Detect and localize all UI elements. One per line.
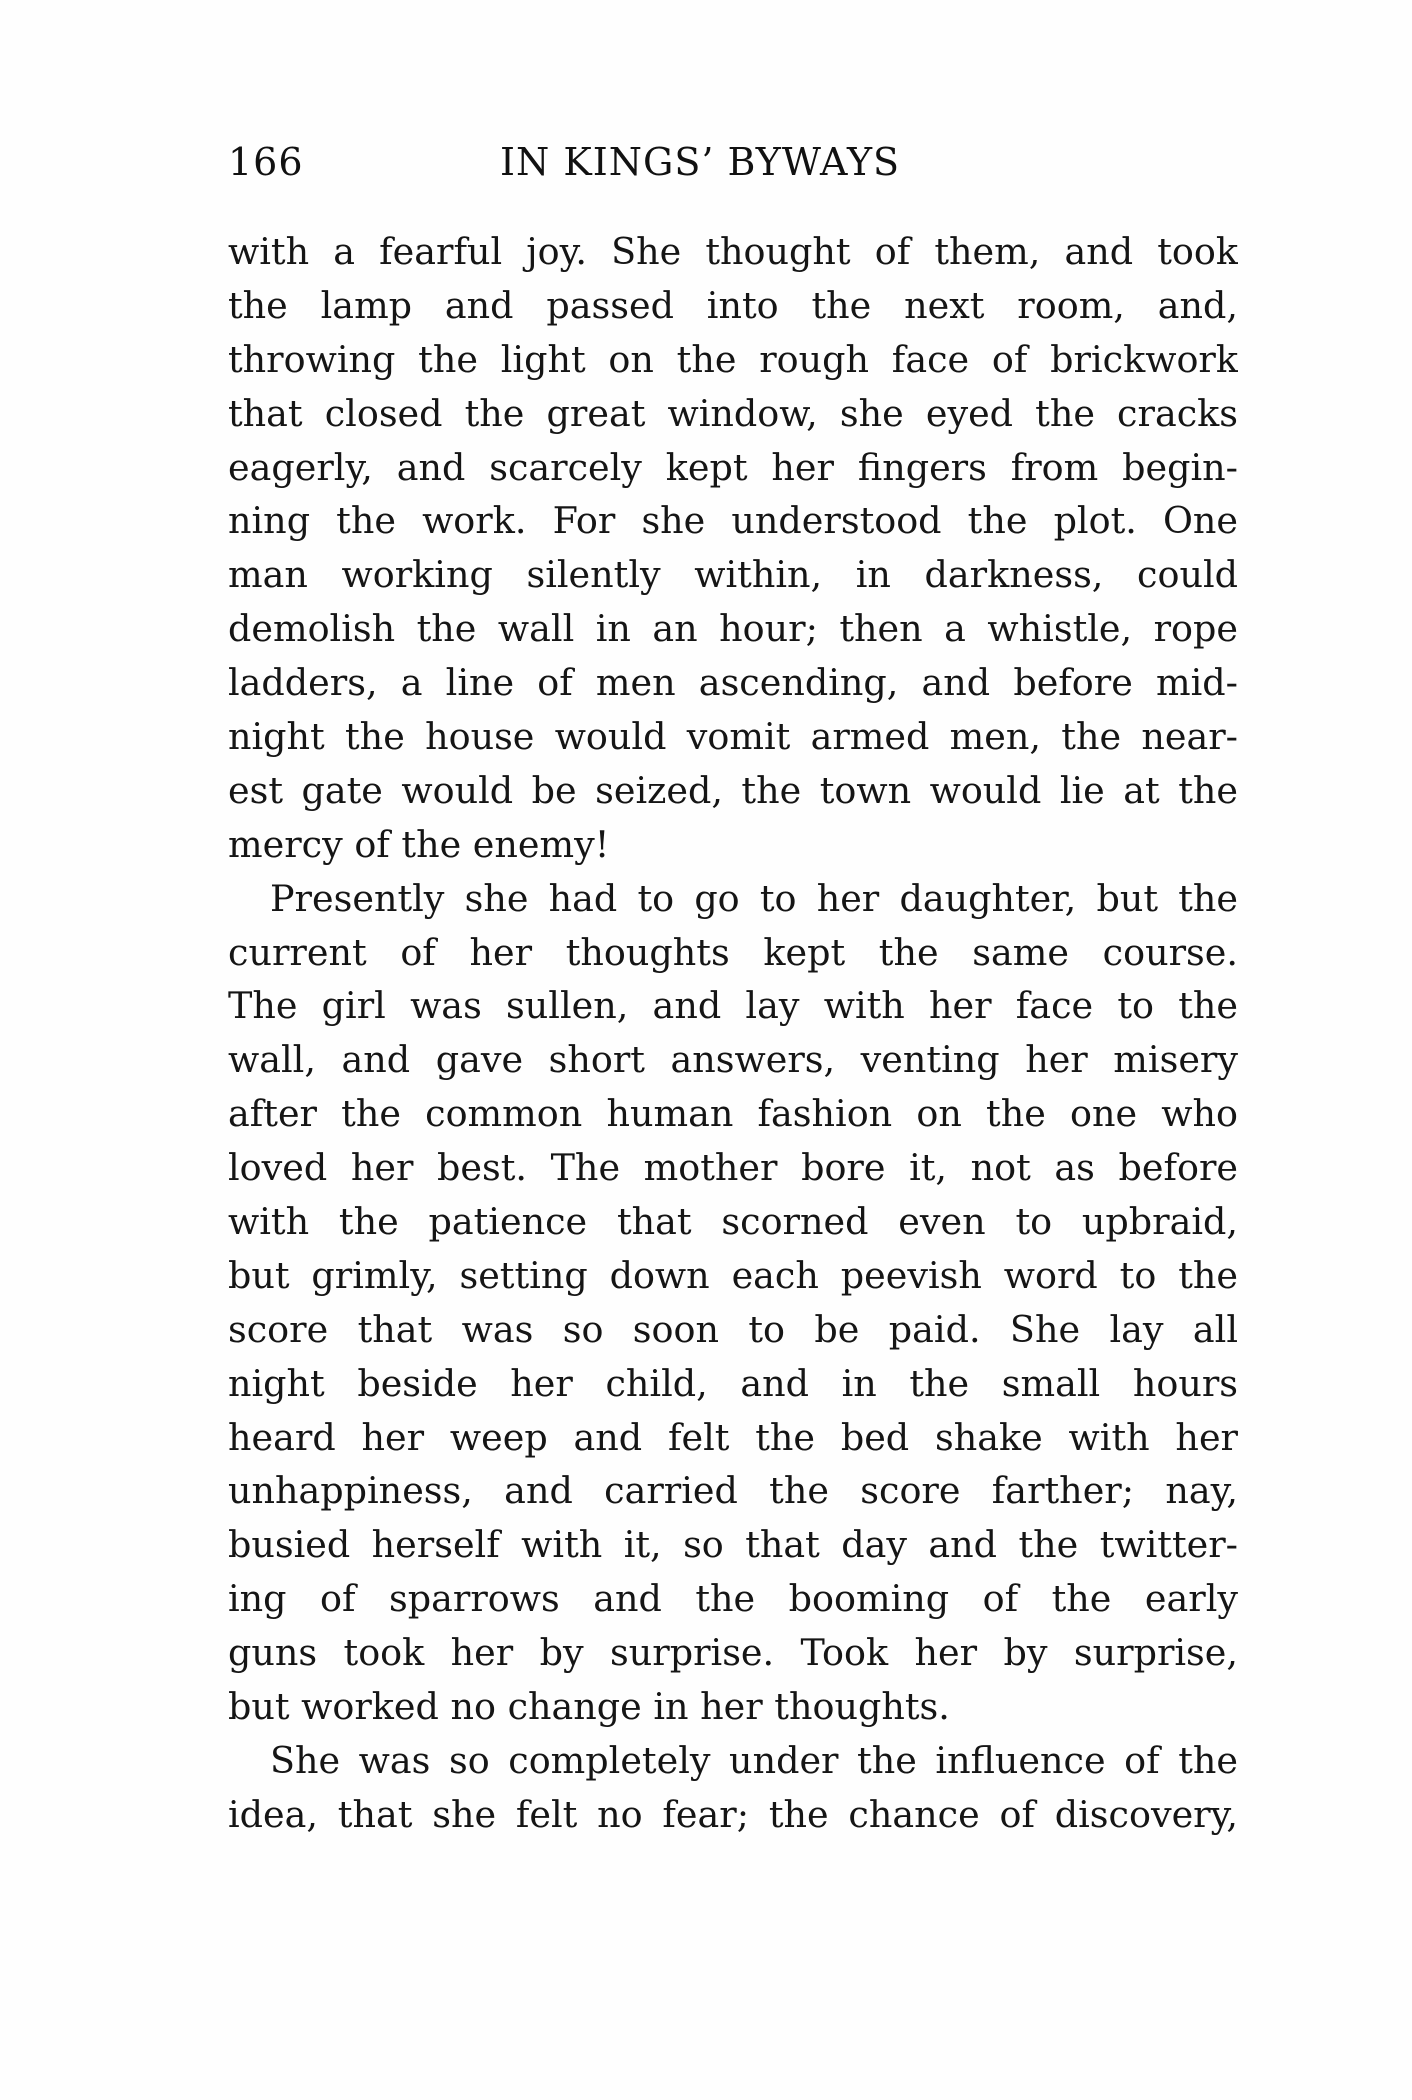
text-line: ning the work. For she understood the plot. One: [228, 499, 1238, 543]
text-line: night beside her child, and in the small hours: [228, 1361, 1238, 1405]
text-line: night the house would vomit armed men, the near-: [228, 715, 1238, 759]
text-line: ladders, a line of men ascending, and before mid-: [228, 661, 1238, 705]
text-line: heard her weep and felt the bed shake with her: [228, 1415, 1238, 1459]
text-line: man working silently within, in darkness, could: [228, 553, 1238, 597]
text-line: est gate would be seized, the town would lie at the: [228, 768, 1238, 812]
text-line: throwing the light on the rough face of brickwork: [228, 337, 1238, 381]
running-head: [228, 140, 1238, 190]
paragraph-end-line: mercy of the enemy!: [228, 822, 610, 866]
text-line: but grimly, setting down each peevish word to the: [228, 1253, 1238, 1297]
body-text: [228, 225, 1238, 1842]
text-line: the lamp and passed into the next room, and,: [228, 283, 1238, 327]
text-line: unhappiness, and carried the score farther; nay,: [228, 1469, 1238, 1513]
text-line: demolish the wall in an hour; then a whistle, rope: [228, 607, 1238, 651]
text-line: The girl was sullen, and lay with her face to the: [228, 984, 1238, 1028]
text-line: with the patience that scorned even to upbraid,: [228, 1200, 1238, 1244]
text-line: with a fearful joy. She thought of them, and took: [228, 230, 1238, 273]
text-line: loved her best. The mother bore it, not as before: [228, 1146, 1238, 1190]
text-line: ing of sparrows and the booming of the early: [228, 1577, 1238, 1621]
text-line: guns took her by surprise. Took her by surprise,: [228, 1631, 1238, 1675]
text-line: eagerly, and scarcely kept her fingers from begin-: [228, 445, 1238, 489]
paragraph-start-line: Presently she had to go to her daughter, but the: [270, 876, 1238, 920]
text-line: idea, that she felt no fear; the chance of discovery,: [228, 1792, 1238, 1836]
text-line: score that was so soon to be paid. She lay all: [228, 1307, 1238, 1351]
text-line: busied herself with it, so that day and the twitter-: [228, 1523, 1238, 1567]
text-line: current of her thoughts kept the same course.: [228, 930, 1238, 974]
text-line: wall, and gave short answers, venting her misery: [228, 1038, 1238, 1082]
book-title: IN KINGS’ BYWAYS: [500, 140, 901, 184]
paragraph-start-line: She was so completely under the influence of the: [270, 1738, 1238, 1782]
paragraph-end-line: but worked no change in her thoughts.: [228, 1685, 950, 1729]
text-line: that closed the great window, she eyed the cracks: [228, 391, 1238, 435]
page-number: 166: [228, 140, 304, 184]
text-line: after the common human fashion on the one who: [228, 1092, 1238, 1136]
